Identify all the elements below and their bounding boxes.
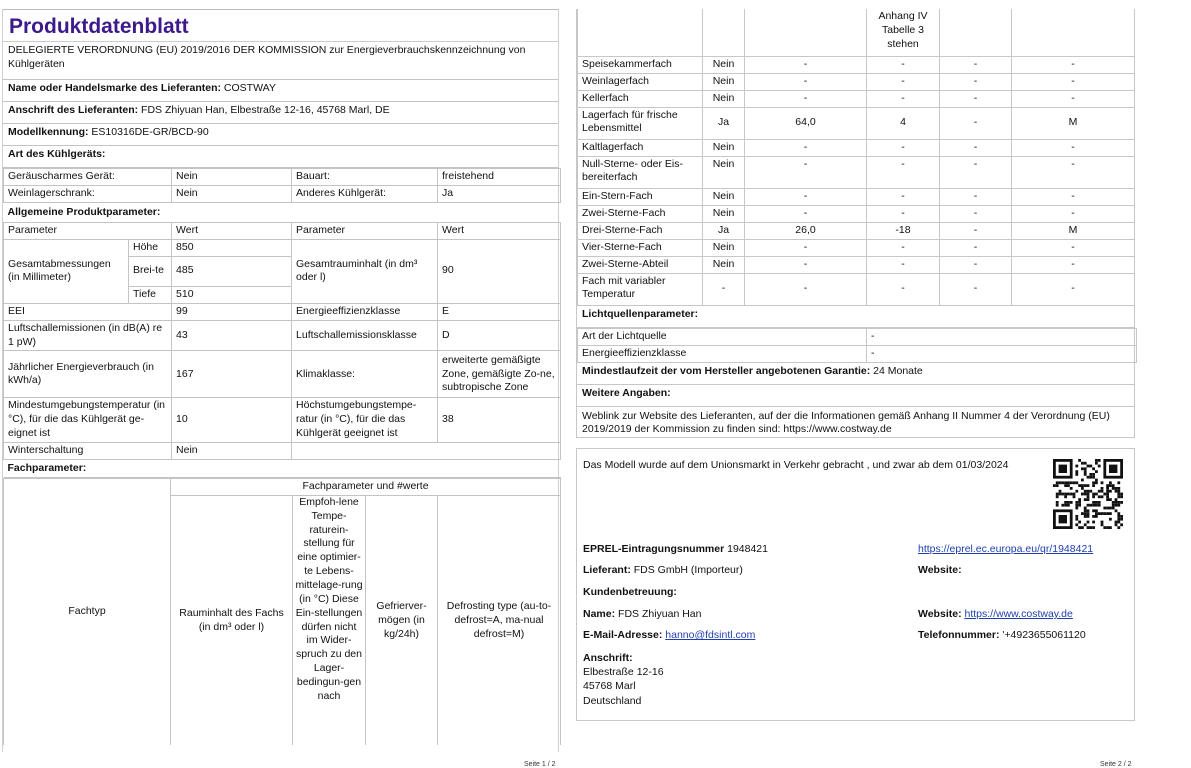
noise-class-value: D <box>438 320 561 351</box>
compartment-defrost: - <box>1012 90 1135 107</box>
col-type: Fachtyp <box>4 479 171 746</box>
compartment-freeze: - <box>940 239 1012 256</box>
compartment-present: Ja <box>703 107 745 139</box>
design-label: Bauart: <box>292 169 438 186</box>
compartment-volume: - <box>745 73 867 90</box>
supplier-name-row <box>3 80 558 102</box>
compartment-defrost: - <box>1012 56 1135 73</box>
compartment-defrost: - <box>1012 73 1135 90</box>
supplier-value: FDS GmbH (Importeur) <box>633 564 743 576</box>
compartment-defrost: - <box>1012 256 1135 273</box>
compartment-present: Ja <box>703 222 745 239</box>
compartment-temp: - <box>867 239 940 256</box>
type-section-heading: Art des Kühlgeräts: <box>3 146 558 168</box>
winter-label: Winterschaltung <box>4 443 172 460</box>
compartment-volume: - <box>745 256 867 273</box>
compartment-name: Kaltlagerfach <box>578 139 703 156</box>
compartment-name: Zwei-Sterne-Fach <box>578 205 703 222</box>
width-value: 485 <box>172 256 292 286</box>
compartment-temp: - <box>867 139 940 156</box>
compartment-present: Nein <box>703 205 745 222</box>
compartment-temp: - <box>867 205 940 222</box>
light-section-heading: Lichtquellenparameter: <box>577 306 1134 328</box>
eprel-label: EPREL-Eintragungsnummer <box>583 543 725 555</box>
email-label: E-Mail-Adresse: <box>583 629 663 641</box>
compartment-present: - <box>703 273 745 305</box>
name-label: Name: <box>583 608 616 620</box>
supplier-name-label: Name oder Handelsmarke des Lieferanten: <box>8 82 221 94</box>
compartment-freeze: - <box>940 90 1012 107</box>
noise-class-label: Luftschallemissionsklasse <box>292 320 438 351</box>
compartment-defrost: - <box>1012 156 1135 188</box>
design-value: freistehend <box>438 169 561 186</box>
climate-label: Klimaklasse: <box>292 351 438 398</box>
light-class-value: - <box>867 345 1137 362</box>
compartment-name: Lagerfach für frische Lebensmittel <box>578 107 703 139</box>
compartment-temp: - <box>867 188 940 205</box>
compartment-volume: - <box>745 156 867 188</box>
customer-label: Kundenbetreuung: <box>583 586 677 598</box>
eprel-value: 1948421 <box>727 543 768 555</box>
compartment-defrost: - <box>1012 139 1135 156</box>
supplier-address-row <box>3 102 558 124</box>
compartment-present: Nein <box>703 156 745 188</box>
model-value: ES10316DE-GR/BCD-90 <box>91 126 209 138</box>
compartment-freeze: - <box>940 56 1012 73</box>
eprel-row <box>583 543 768 557</box>
regulation-text: DELEGIERTE VERORDNUNG (EU) 2019/2016 DER KOMMISSION zur Energieverbrauchskennzeichnung von Kühlgeräten <box>3 42 558 80</box>
page2-upper-box <box>576 9 1135 438</box>
compartment-volume: - <box>745 205 867 222</box>
wine-label: Weinlagerschrank: <box>4 186 172 203</box>
weblink-text: Weblink zur Website des Lieferanten, auf der die Informationen gemäß Anhang II Nummer 4 der Verordnung (EU) 2019/2019 der Kommission zu finden sind: https://www.costway.de <box>582 409 1110 436</box>
comp-section-heading: Fachparameter: <box>4 460 561 478</box>
supplier-address-value: FDS Zhiyuan Han, Elbestraße 12-16, 45768 Marl, DE <box>141 104 390 116</box>
phone-value: '+4923655061120 <box>1002 629 1086 641</box>
compartment-volume: - <box>745 188 867 205</box>
name-value: FDS Zhiyuan Han <box>618 608 702 620</box>
compartment-table <box>577 9 1135 306</box>
compartment-name: Zwei-Sterne-Abteil <box>578 256 703 273</box>
model-label: Modellkennung: <box>8 126 89 138</box>
supplier-name-value: COSTWAY <box>223 82 276 94</box>
compartment-header-table <box>3 478 561 745</box>
compartment-present: Nein <box>703 188 745 205</box>
compartment-row <box>578 256 1135 273</box>
website2-label: Website: <box>918 608 962 620</box>
compartment-freeze: - <box>940 156 1012 188</box>
depth-value: 510 <box>172 286 292 303</box>
eei-value: 99 <box>172 303 292 320</box>
compartment-freeze: - <box>940 107 1012 139</box>
address-line-2: 45768 Marl <box>583 680 636 693</box>
compartment-volume: - <box>745 239 867 256</box>
compartment-row <box>578 139 1135 156</box>
website-label: Website: <box>918 564 962 576</box>
compartment-name: Vier-Sterne-Fach <box>578 239 703 256</box>
compartment-defrost: - <box>1012 273 1135 305</box>
col-value-2: Wert <box>438 223 561 240</box>
compartment-temp: - <box>867 73 940 90</box>
eprel-link[interactable]: https://eprel.ec.europa.eu/qr/1948421 <box>918 543 1094 555</box>
website2-link[interactable]: https://www.costway.de <box>964 608 1073 620</box>
compartment-volume: - <box>745 273 867 305</box>
address-label: Anschrift: <box>583 652 633 664</box>
col-param-2: Parameter <box>292 223 438 240</box>
wine-value: Nein <box>172 186 292 203</box>
address-line-3: Deutschland <box>583 694 642 707</box>
light-type-label: Art der Lichtquelle <box>578 328 867 345</box>
supplier-label: Lieferant: <box>583 564 631 576</box>
noise-label: Luftschallemissionen (in dB(A) re 1 pW) <box>4 320 172 351</box>
winter-value: Nein <box>172 443 292 460</box>
supplier-address-label: Anschrift des Lieferanten: <box>8 104 139 116</box>
compartment-defrost: - <box>1012 205 1135 222</box>
compartment-defrost: M <box>1012 107 1135 139</box>
volume-value: 90 <box>438 240 561 304</box>
compartment-temp: 4 <box>867 107 940 139</box>
compartment-present: Nein <box>703 56 745 73</box>
phone-label: Telefonnummer: <box>918 629 1000 641</box>
compartment-freeze: - <box>940 139 1012 156</box>
warranty-row <box>577 363 1134 385</box>
compartment-temp: - <box>867 256 940 273</box>
compartment-row <box>578 205 1135 222</box>
low-noise-label: Geräuscharmes Gerät: <box>4 169 172 186</box>
compartment-present: Nein <box>703 90 745 107</box>
max-temp-value: 38 <box>438 398 561 443</box>
noise-value: 43 <box>172 320 292 351</box>
eff-class-value: E <box>438 303 561 320</box>
compartment-row <box>578 107 1135 139</box>
compartment-name: Fach mit variabler Temperatur <box>578 273 703 305</box>
page-2 <box>576 9 1135 752</box>
compartment-row <box>578 156 1135 188</box>
compartment-freeze: - <box>940 222 1012 239</box>
height-label: Höhe <box>129 240 172 257</box>
compartment-freeze: - <box>940 188 1012 205</box>
general-section-heading: Allgemeine Produktparameter: <box>4 203 561 223</box>
phone-row <box>918 629 1086 643</box>
volume-label: Gesamtrauminhalt (in dm³ oder l) <box>292 240 438 304</box>
compartment-temp: - <box>867 56 940 73</box>
compartment-freeze: - <box>940 256 1012 273</box>
light-type-value: - <box>867 328 1137 345</box>
width-label: Brei-te <box>129 256 172 286</box>
compartment-name: Drei-Sterne-Fach <box>578 222 703 239</box>
compartment-name: Speisekammerfach <box>578 56 703 73</box>
climate-value: erweiterte gemäßigte Zone, gemäßigte Zo-ne, subtropische Zone <box>438 351 561 398</box>
compartment-freeze: - <box>940 73 1012 90</box>
light-table <box>577 328 1137 363</box>
compartment-temp: -18 <box>867 222 940 239</box>
col-value-1: Wert <box>172 223 292 240</box>
compartment-volume: - <box>745 56 867 73</box>
depth-label: Tiefe <box>129 286 172 303</box>
supplier-row <box>583 564 743 578</box>
compartment-name: Ein-Stern-Fach <box>578 188 703 205</box>
market-text: Das Modell wurde auf dem Unionsmarkt in Verkehr gebracht , und zwar ab dem 01/03/2024 <box>583 459 1009 471</box>
col-volume: Rauminhalt des Fachs (in dm³ oder l) <box>171 495 293 745</box>
col-param-1: Parameter <box>4 223 172 240</box>
page-number-2: Seite 2 / 2 <box>1100 761 1132 768</box>
compartment-temp: - <box>867 90 940 107</box>
other-value: Ja <box>438 186 561 203</box>
compartment-volume: 64,0 <box>745 107 867 139</box>
compartment-name: Null-Sterne- oder Eis-bereiterfach <box>578 156 703 188</box>
page-1 <box>2 9 559 752</box>
compartment-row <box>578 90 1135 107</box>
compartment-temp: - <box>867 156 940 188</box>
page2-lower-box <box>576 448 1135 721</box>
name-row <box>583 608 701 622</box>
compartment-freeze: - <box>940 273 1012 305</box>
comp-params-header: Fachparameter und #werte <box>171 479 561 496</box>
warranty-label: Mindestlaufzeit der vom Hersteller angebotenen Garantie: <box>582 364 871 377</box>
address-block <box>583 651 664 708</box>
compartment-row <box>578 73 1135 90</box>
website2-row <box>918 608 1073 622</box>
compartment-rows <box>578 56 1135 305</box>
col-temp-cont: Anhang IV Tabelle 3 stehen <box>867 9 940 56</box>
eff-class-label: Energieeffizienzklasse <box>292 303 438 320</box>
col-defrost: Defrosting type (au-to-defrost=A, ma-nual defrost=M) <box>438 495 561 745</box>
model-row <box>3 124 558 146</box>
compartment-defrost: - <box>1012 188 1135 205</box>
qr-code-icon <box>1053 459 1123 529</box>
eei-label: EEI <box>4 303 172 320</box>
compartment-defrost: - <box>1012 239 1135 256</box>
email-link[interactable]: hanno@fdsintl.com <box>665 629 756 641</box>
compartment-row <box>578 56 1135 73</box>
compartment-temp: - <box>867 273 940 305</box>
compartment-row <box>578 222 1135 239</box>
warranty-value: 24 Monate <box>873 364 923 377</box>
compartment-defrost: M <box>1012 222 1135 239</box>
dims-label: Gesamtabmessungen (in Millimeter) <box>4 240 129 304</box>
energy-value: 167 <box>172 351 292 398</box>
compartment-present: Nein <box>703 139 745 156</box>
compartment-volume: 26,0 <box>745 222 867 239</box>
compartment-row <box>578 273 1135 305</box>
compartment-freeze: - <box>940 205 1012 222</box>
email-row <box>583 629 755 643</box>
col-temp: Empfoh-lene Tempe-raturein-stellung für eine optimier-te Lebens-mittelage-rung (in °C) Diese Ein-stellungen dürfen nicht im Wider-spruch zu den Lager-bedingun-gen nach <box>293 495 366 745</box>
energy-label: Jährlicher Energieverbrauch (in kWh/a) <box>4 351 172 398</box>
document-title: Produktdatenblatt <box>3 9 558 42</box>
min-temp-label: Mindestumgebungstemperatur (in °C), für die das Kühlgerät ge-eignet ist <box>4 398 172 443</box>
light-class-label: Energieeffizienzklasse <box>578 345 867 362</box>
compartment-name: Weinlagerfach <box>578 73 703 90</box>
low-noise-value: Nein <box>172 169 292 186</box>
compartment-present: Nein <box>703 73 745 90</box>
compartment-volume: - <box>745 139 867 156</box>
col-freeze: Gefrierver-mögen (in kg/24h) <box>366 495 438 745</box>
address-line-1: Elbestraße 12-16 <box>583 666 664 679</box>
general-params-table <box>3 168 561 478</box>
page-number-1: Seite 1 / 2 <box>524 761 556 768</box>
compartment-name: Kellerfach <box>578 90 703 107</box>
compartment-row <box>578 188 1135 205</box>
min-temp-value: 10 <box>172 398 292 443</box>
compartment-present: Nein <box>703 256 745 273</box>
max-temp-label: Höchstumgebungstempe-ratur (in °C), für die das Kühlgerät geeignet ist <box>292 398 438 443</box>
compartment-present: Nein <box>703 239 745 256</box>
height-value: 850 <box>172 240 292 257</box>
compartment-volume: - <box>745 90 867 107</box>
compartment-row <box>578 239 1135 256</box>
further-section-heading: Weitere Angaben: <box>577 385 1134 407</box>
other-label: Anderes Kühlgerät: <box>292 186 438 203</box>
